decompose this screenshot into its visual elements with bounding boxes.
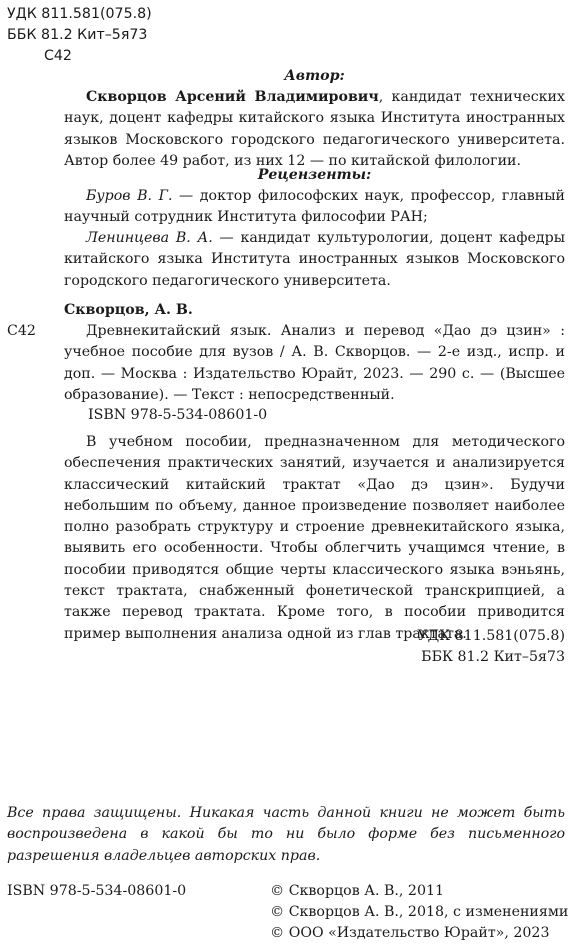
reviewer-item [64,228,565,292]
copyright-line: © Скворцов А. В., 2018, с изменениями [270,904,569,920]
reviewer-item [64,186,565,229]
bibliography-udk: УДК 811.581(075.8) [417,628,565,644]
author-description: , кандидат технических наук, доцент кафедры китайского языка Института иностранных языков Московского городского педагогического университета. Автор более 49 работ, из них 12 — по китайской филологии. [64,89,565,169]
bibliography-author: Скворцов, А. В. [64,302,193,318]
top-udk: УДК 811.581(075.8) [7,6,152,22]
copyright-line: © ООО «Издательство Юрайт», 2023 [270,925,550,941]
bibliography-record: Древнекитайский язык. Анализ и перевод «Дао дэ цзин» : учебное пособие для вузов / А. В. Скворцов. — 2-е изд., испр. и доп. — Москва : Издательство Юрайт, 2023. — 290 с. — (Высшее образование). — Текст : непосредственный. [64,323,565,403]
author-name: Скворцов Арсений Владимирович [86,89,379,105]
rights-notice: Все права защищены. Никакая часть данной книги не может быть воспроизведена в какой бы то ни было форме без письменного разрешения владельцев авторских прав. [7,805,565,864]
reviewers-heading: Рецензенты: [257,167,372,183]
copyright-line: © Скворцов А. В., 2011 [270,883,445,899]
bibliography-isbn: ISBN 978-5-534-08601-0 [88,407,268,423]
bibliography-cutter: С42 [7,323,36,339]
author-heading: Автор: [284,68,345,84]
footer-isbn: ISBN 978-5-534-08601-0 [7,883,187,899]
reviewer-text: — доктор философских наук, профессор, главный научный сотрудник Института философии РАН; [64,188,565,226]
bibliography-bbk: ББК 81.2 Кит–5я73 [421,649,565,665]
bibliography-abstract: В учебном пособии, предназначенном для методического обеспечения практических занятий, изучается и анализируется классический китайский трактат «Дао дэ цзин». Будучи небольшим по объему, данное произведение позволяет наиболее полно разобрать структуру и строение древнекитайского языка, выявить его особенности. Чтобы облегчить учащимся чтение, в пособии приводятся общие черты классического языка вэньянь, текст трактата, снабженный фонетической транскрипцией, а также перевод трактата. Кроме того, в пособии приводится пример выполнения анализа одной из глав трактата. [64,434,565,642]
author-paragraph [64,87,565,172]
top-cutter: С42 [44,48,72,64]
reviewer-name: Буров В. Г. [86,188,173,204]
reviewer-text: — кандидат культурологии, доцент кафедры китайского языка Института иностранных языков Московского городского педагогического университета. [64,230,565,289]
top-bbk: ББК 81.2 Кит–5я73 [7,27,148,43]
reviewer-name: Ленинцева В. А. [86,230,213,246]
